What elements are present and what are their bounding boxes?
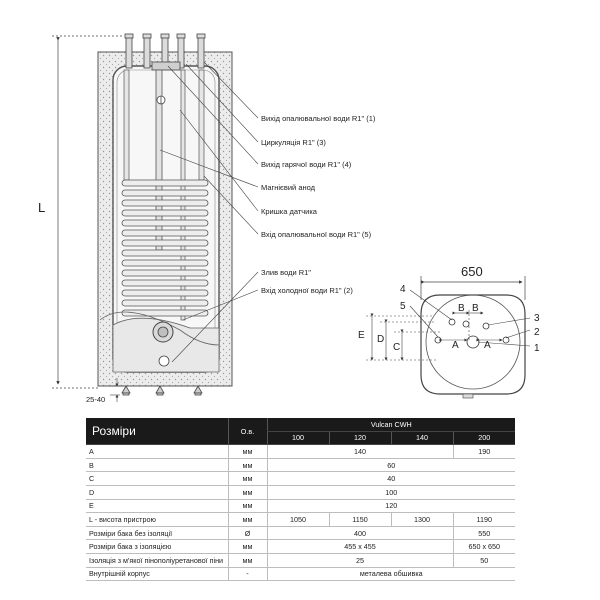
row-name: L - висота пристрою (86, 513, 228, 527)
label-cold-water-inlet: Вхід холодної води R1" (2) (261, 286, 353, 295)
label-B-right: B (472, 303, 479, 314)
row-unit: мм (228, 540, 267, 554)
row-name: Розміри бака з ізоляцією (86, 540, 228, 554)
row-value: 60 (267, 458, 515, 472)
top-view (358, 264, 540, 398)
side-section (38, 34, 376, 404)
coil-turn (122, 260, 208, 266)
coil-turn (122, 280, 208, 286)
label-B-left: B (458, 303, 465, 314)
callout-2: 2 (534, 327, 540, 338)
row-name: Розміри бака без ізоляції (86, 526, 228, 540)
coil-turn (122, 200, 208, 206)
callout-1: 1 (534, 343, 540, 354)
label-L: L (38, 200, 46, 215)
row-value: 100 (267, 485, 515, 499)
row-value: 455 x 455 (267, 540, 453, 554)
table-row (86, 526, 515, 540)
row-value: 550 (453, 526, 515, 540)
row-value: 1050 (267, 513, 329, 527)
coil-turn (122, 210, 208, 216)
table-row (86, 540, 515, 554)
callout-4: 4 (400, 284, 406, 295)
coil-turn (122, 300, 208, 306)
row-unit: мм (228, 445, 267, 459)
row-unit: - (228, 567, 267, 581)
coil-turn (122, 190, 208, 196)
coil-turn (122, 250, 208, 256)
table-row (86, 458, 515, 472)
row-name: D (86, 485, 228, 499)
coil-turn (122, 270, 208, 276)
label-A-right: A (484, 340, 491, 351)
unit-header: О.в. (228, 418, 267, 445)
label-D: D (377, 334, 385, 345)
row-unit: Ø (228, 526, 267, 540)
model-header: Vulcan CWH (267, 418, 515, 431)
row-unit: мм (228, 458, 267, 472)
row-value: 650 x 650 (453, 540, 515, 554)
row-name: A (86, 445, 228, 459)
coil-turn (122, 240, 208, 246)
row-name: C (86, 472, 228, 486)
row-value: 120 (267, 499, 515, 513)
row-value: 1150 (329, 513, 391, 527)
label-magnesium-anode: Магнієвий анод (261, 183, 316, 192)
label-A-left: A (452, 340, 459, 351)
table-row (86, 567, 515, 581)
row-value: металева обшивка (267, 567, 515, 581)
table-row (86, 499, 515, 513)
label-E: E (358, 330, 365, 341)
callout-3: 3 (534, 313, 540, 324)
row-value: 40 (267, 472, 515, 486)
label-heating-outlet: Вихід опалювальної води R1" (1) (261, 114, 376, 123)
row-name: B (86, 458, 228, 472)
model-col: 200 (453, 431, 515, 445)
coil-turn (122, 220, 208, 226)
row-unit: мм (228, 485, 267, 499)
table-row (86, 445, 515, 459)
model-col: 140 (391, 431, 453, 445)
row-value: 140 (267, 445, 453, 459)
table-row (86, 553, 515, 567)
row-unit: мм (228, 553, 267, 567)
coil-turn (122, 230, 208, 236)
coil-turn (122, 180, 208, 186)
label-sensor-cover: Кришка датчика (261, 207, 317, 216)
row-value: 190 (453, 445, 515, 459)
label-drain: Злив води R1" (261, 268, 311, 277)
table-title: Розміри (86, 418, 228, 445)
coil-turn (122, 290, 208, 296)
label-feet-height: 25-40 (86, 395, 106, 404)
label-heating-inlet: Вхід опалювальної води R1" (5) (261, 230, 372, 239)
row-value: 1300 (391, 513, 453, 527)
row-unit: мм (228, 513, 267, 527)
model-col: 100 (267, 431, 329, 445)
row-name: E (86, 499, 228, 513)
dimensions-table (86, 418, 515, 581)
table-header (86, 418, 515, 431)
row-unit: мм (228, 472, 267, 486)
table-row (86, 485, 515, 499)
label-top-width: 650 (461, 264, 483, 279)
table-row (86, 472, 515, 486)
row-name: Внутрішній корпус (86, 567, 228, 581)
row-value: 50 (453, 553, 515, 567)
model-col: 120 (329, 431, 391, 445)
label-circulation: Циркуляція R1" (3) (261, 138, 326, 147)
label-hot-water-outlet: Вихід гарячої води R1" (4) (261, 160, 352, 169)
label-C: C (393, 342, 401, 353)
row-value: 400 (267, 526, 453, 540)
table-row (86, 513, 515, 527)
feet (122, 386, 202, 395)
callout-5: 5 (400, 301, 406, 312)
row-value: 1190 (453, 513, 515, 527)
row-value: 25 (267, 553, 453, 567)
row-name: Ізоляція з м'якої пінополіуретанової піни (86, 553, 228, 567)
row-unit: мм (228, 499, 267, 513)
